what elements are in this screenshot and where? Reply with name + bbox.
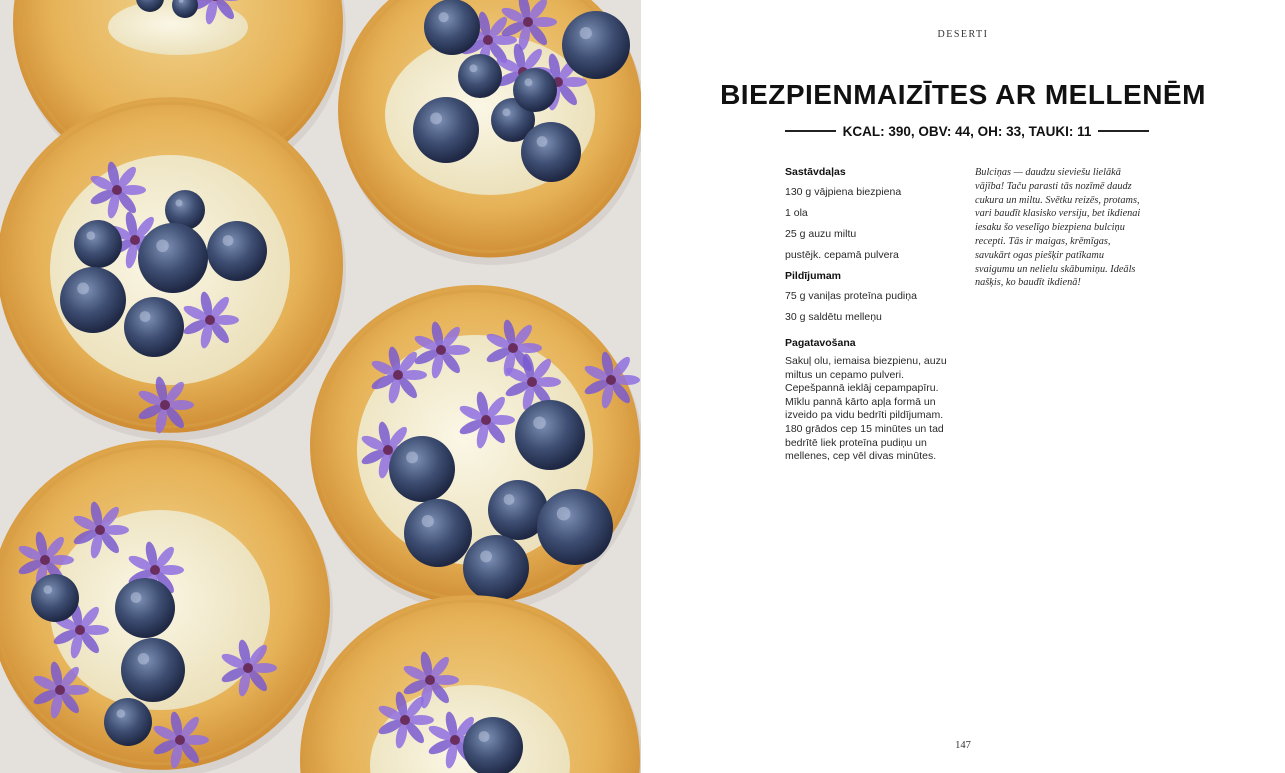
nutrition-row <box>785 122 1149 140</box>
filling-item: 75 g vaniļas proteīna pudiņa <box>785 290 917 302</box>
method-text: Sakuļ olu, iemaisa biezpienu, auzu miltus un cepamo pulveri. Cepešpannā ieklāj cepampapīru. Mīklu pannā kārto apļa formā un izveido pa vidu bedrīti pildījumam. 180 grādos cep 15 minūtes un tad bedrītē liek proteīna pudiņu un mellenes, cep vēl divas minūtes. <box>785 355 947 463</box>
recipe-title: BIEZPIENMAIZĪTES AR MELLENĒM <box>720 79 1206 110</box>
blueberry <box>60 267 126 333</box>
blueberry <box>413 97 479 163</box>
ingredient-item: pustējk. cepamā pulvera <box>785 249 899 261</box>
ingredient-item: 1 ola <box>785 207 808 219</box>
blueberry <box>74 220 122 268</box>
page-number: 147 <box>955 740 971 751</box>
ingredients-heading: Sastāvdaļas <box>785 166 846 178</box>
filling-item: 30 g saldētu melleņu <box>785 311 882 323</box>
bun-4 <box>310 285 641 613</box>
blueberry <box>513 68 557 112</box>
ingredient-item: 25 g auzu miltu <box>785 228 857 240</box>
method-heading: Pagatavošana <box>785 337 856 349</box>
ingredients-column <box>785 166 955 464</box>
blueberry <box>207 221 267 281</box>
blueberry <box>124 297 184 357</box>
blueberry-buns-illustration <box>0 0 641 773</box>
blueberry <box>521 122 581 182</box>
recipe-page <box>641 0 1285 773</box>
ingredient-item: 130 g vājpiena biezpiena <box>785 186 902 198</box>
blueberry <box>389 436 455 502</box>
right-rule <box>1098 130 1149 132</box>
blueberry <box>404 499 472 567</box>
food-photo <box>0 0 641 773</box>
blueberry <box>537 489 613 565</box>
blueberry <box>121 638 185 702</box>
blueberry <box>138 223 208 293</box>
left-rule <box>785 130 836 132</box>
blueberry <box>115 578 175 638</box>
nutrition-info: KCAL: 390, OBV: 44, OH: 33, TAUKI: 11 <box>842 123 1092 139</box>
blueberry <box>104 698 152 746</box>
blueberry <box>463 535 529 601</box>
filling-heading: Pildījumam <box>785 270 842 282</box>
blueberry <box>458 54 502 98</box>
blueberry <box>424 0 480 55</box>
blueberry <box>562 11 630 79</box>
intro-text: Bulciņas — daudzu sieviešu lielākā vājība! Taču parasti tās nozīmē daudz cukura un miltu. Svētku reizēs, protams, vari baudīt klasisko versiju, bet ikdienai iesaku šo veselīgo biezpiena bulciņu recepti. Tās ir maigas, krēmīgas, savukārt ogas piešķir patīkamu svaigumu un nelielu skābumiņu. Ideāls našķis, ko baudīt ikdienā! <box>975 167 1141 289</box>
blueberry <box>31 574 79 622</box>
bun-3 <box>0 97 346 440</box>
section-label: DESERTI <box>937 29 989 40</box>
blueberry <box>515 400 585 470</box>
